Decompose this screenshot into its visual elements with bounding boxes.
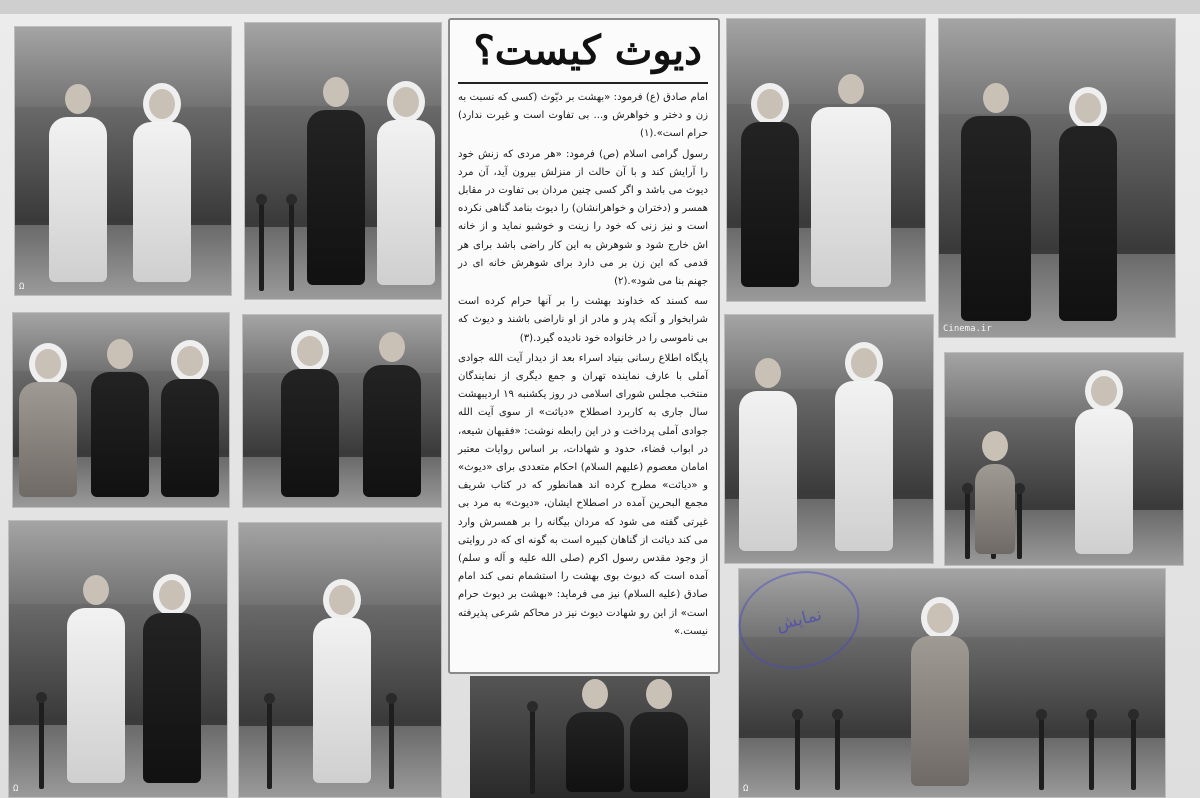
headline-divider <box>458 82 708 84</box>
photo-credit: Cinema.ir <box>943 324 992 334</box>
article-box <box>448 18 720 674</box>
photo-credit: Ω <box>13 784 19 794</box>
photo-couple-6 <box>938 18 1176 338</box>
photo-strip-under-article <box>470 676 710 798</box>
photo-woman-1 <box>238 522 442 798</box>
article-headline: دیوث کیست؟ <box>473 27 702 74</box>
photo-couple-7 <box>724 314 934 564</box>
photo-credit: Ω <box>743 784 749 794</box>
photo-credit: Ω <box>19 282 25 292</box>
page-top-band <box>0 0 1200 14</box>
article-paragraph: امام صادق (ع) فرمود: «بهشت بر دیّوث (کسی که نسبت به زن و دختر و خواهرش و... بی تفاوت است و غیرت ندارد) حرام است».(۱) <box>458 92 708 140</box>
watermark-stamp: نمایش <box>728 559 870 682</box>
photo-couple-5 <box>726 18 926 302</box>
article-paragraph: رسول گرامی اسلام (ص) فرمود: «هر مردی که زنش خود را آرایش کند و با آن حالت از منزلش بیرون آید، آن مرد دیوث می باشد و اگر کسی چنین مردان بی تفاوت در مقابل همسر و (دختران و خواهرانشان) را دیوث بنامد گناهی نکرده است و نیز زنی که خود را زینت و خوشبو نماید و از خانه اش خارج شود و شوهرش به این کار راضی باشد برای هر قدمی که این زن بر می دارد برای شوهرش خانه ای در جهنم بنا می شود».(۲) <box>458 148 708 288</box>
photo-couple-4 <box>8 520 228 798</box>
photo-red-carpet <box>944 352 1184 566</box>
photo-group-three <box>12 312 230 508</box>
photo-couple-2 <box>244 22 442 300</box>
photo-couple-3 <box>242 314 442 508</box>
article-paragraph: پایگاه اطلاع رسانی بنیاد اسراء بعد از دیدار آیت الله جوادی آملی با عارف نماینده تهران و جمع دیگری از نمایندگان منتخب مجلس شورای اسلامی در روز یکشنبه ۱۹ اردیبهشت سال جاری به کاربرد اصطلاح «دیاثت» از سوی آیت الله جوادی آملی پرداخت و در این رابطه نوشت: «فقیهان شیعه، در ابواب قضاء، حدود و شهادات، بر اساس روایات معتبر امامان معصوم (علیهم السلام) احکام متعددی برای «دیوث» و «دیاثت» مطرح کرده اند همانطور که در کتاب شریف مجمع البحرین آمده در اصطلاح ایشان، «دیوث» به مرد بی غیرتی گفته می شود که مردان بیگانه را بر همسرش وارد می کند دیاثت از گناهان کبیره است به گونه ای که در روایتی از وجود مقدس رسول اکرم (صلی الله علیه و آله و سلم) آمده است که دیوث بوی بهشت را استشمام نمی کند امام صادق (علیه السلام) نیز می فرماید: «بهشت بر دیوث حرام است» از این رو شهادت دیوث نیز در محاکم شرعی پذیرفته نیست.» <box>458 352 708 637</box>
photo-couple-1 <box>14 26 232 296</box>
article-paragraph: سه کسند که خداوند بهشت را بر آنها حرام کرده است شرابخوار و آنکه پدر و مادر از او ناراضی باشند و دیوث که بی ناموسی را در خانواده خود نادیده گیرد.(۳) <box>458 296 708 344</box>
